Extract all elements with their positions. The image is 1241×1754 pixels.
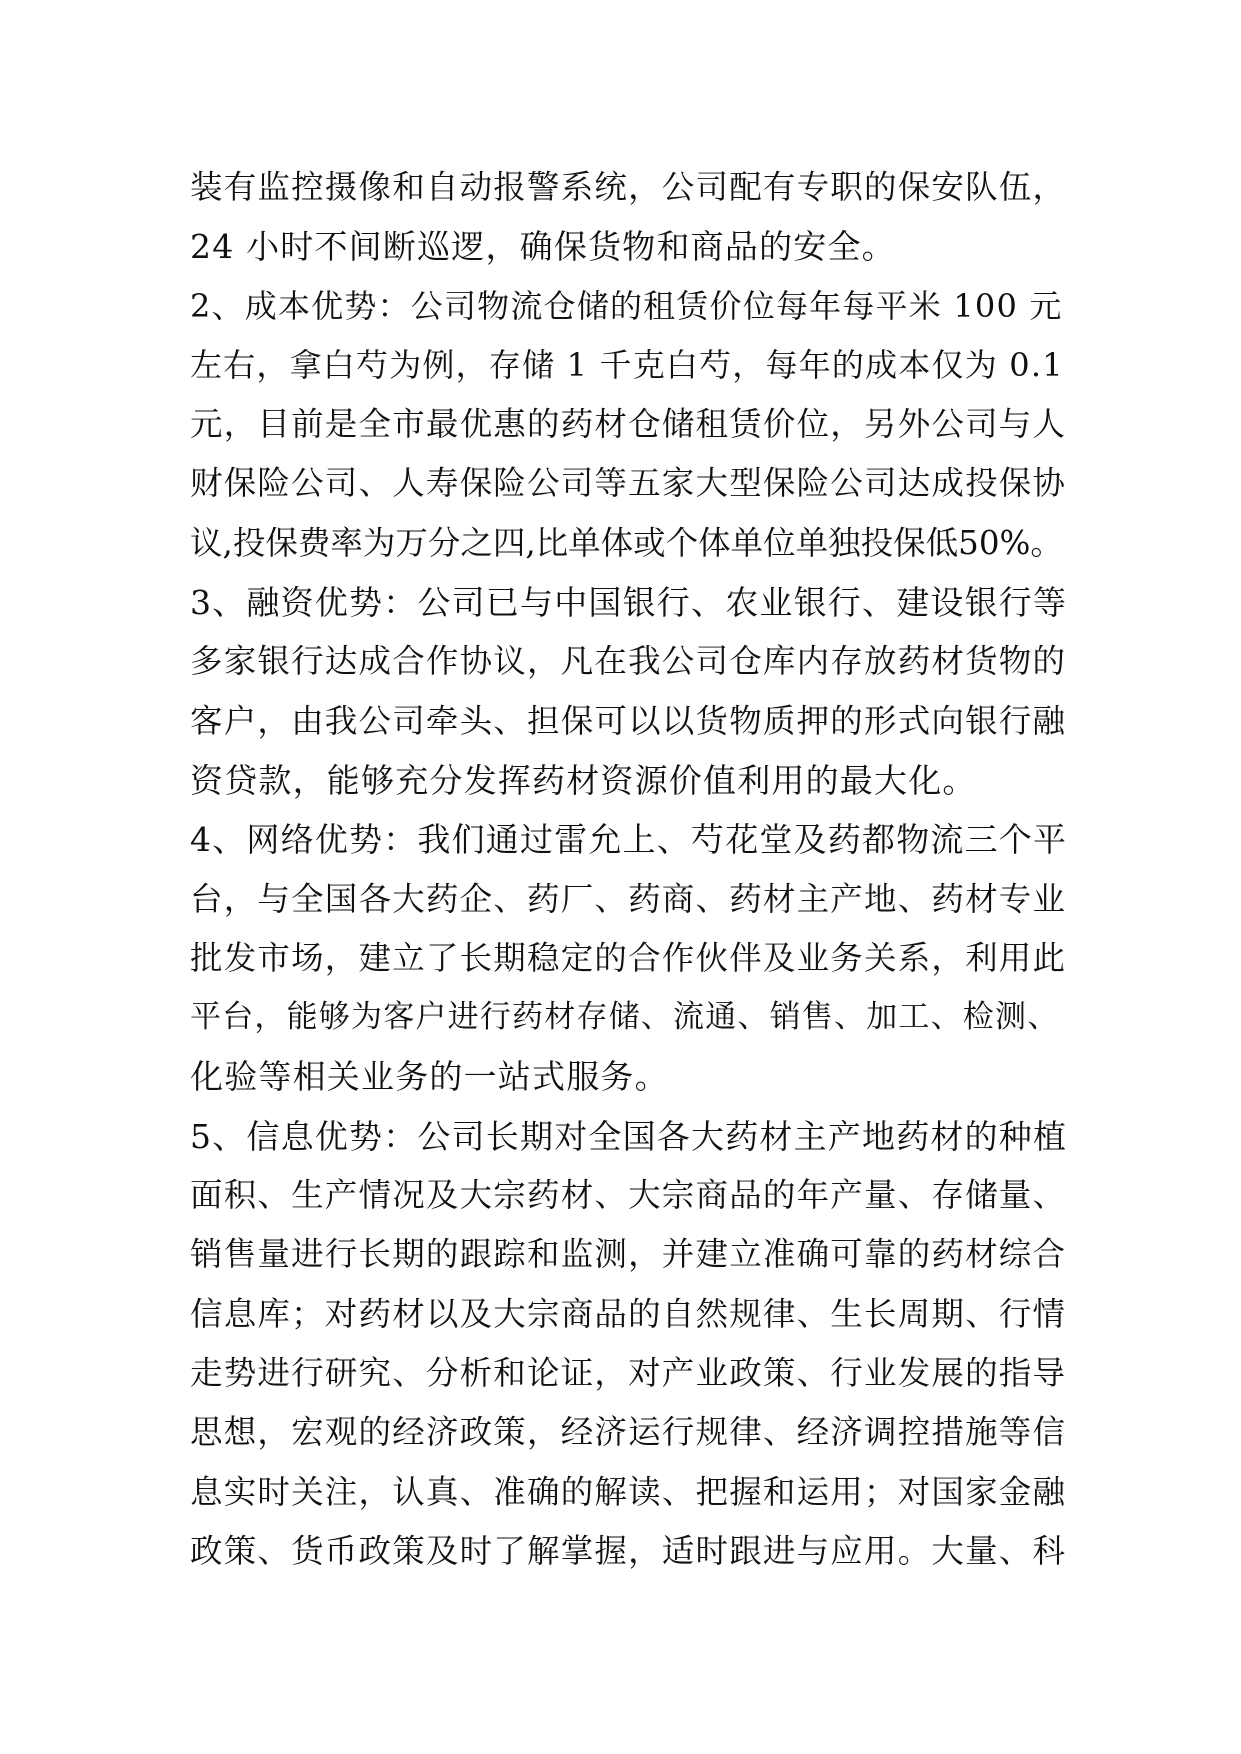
document-body [190, 158, 1070, 1581]
text-line: 面积、生产情况及大宗药材、大宗商品的年产量、存储量、 [190, 1176, 1067, 1215]
text-line: 客户，由我公司牵头、担保可以以货物质押的形式向银行融 [190, 701, 1067, 740]
text-line: 多家银行达成合作协议，凡在我公司仓库内存放药材货物的 [190, 642, 1067, 681]
text-line: 左右，拿白芍为例，存储 1 千克白芍，每年的成本仅为 0.1 [190, 345, 1064, 384]
text-line: 4、网络优势：我们通过雷允上、芍花堂及药都物流三个平 [190, 820, 1068, 860]
text-line: 5、信息优势：公司长期对全国各大药材主产地药材的种植 [190, 1116, 1068, 1156]
text-line: 信息库；对药材以及大宗商品的自然规律、生长周期、行情 [190, 1294, 1067, 1333]
text-line: 资贷款，能够充分发挥药材资源价值利用的最大化。 [190, 760, 977, 800]
text-line: 台，与全国各大药企、药厂、药商、药材主产地、药材专业 [190, 879, 1067, 918]
text-line: 平台，能够为客户进行药材存储、流通、销售、加工、检测、 [190, 999, 1060, 1036]
text-line: 装有监控摄像和自动报警系统，公司配有专职的保安队伍， [190, 168, 1067, 206]
text-line: 思想，宏观的经济政策，经济运行规律、经济调控措施等信 [190, 1413, 1067, 1452]
text-line: 2、成本优势：公司物流仓储的租赁价位每年每平米 100 元 [190, 286, 1063, 325]
text-line: 化验等相关业务的一站式服务。 [190, 1057, 669, 1097]
text-line: 财保险公司、人寿保险公司等五家大型保险公司达成投保协 [190, 464, 1067, 503]
text-line: 批发市场，建立了长期稳定的合作伙伴及业务关系，利用此 [190, 938, 1067, 977]
text-line: 息实时关注，认真、准确的解读、把握和运用；对国家金融 [190, 1472, 1067, 1511]
text-line: 政策、货币政策及时了解掌握，适时跟进与应用。大量、科 [190, 1531, 1067, 1570]
text-line: 24 小时不间断巡逻，确保货物和商品的安全。 [190, 227, 896, 267]
text-line: 3、融资优势：公司已与中国银行、农业银行、建设银行等 [190, 583, 1068, 623]
text-line: 销售量进行长期的跟踪和监测，并建立准确可靠的药材综合 [190, 1235, 1067, 1274]
text-line: 元，目前是全市最优惠的药材仓储租赁价位，另外公司与人 [190, 405, 1067, 444]
text-line: 议,投保费率为万分之四,比单体或个体单位单独投保低50%。 [190, 523, 1063, 562]
text-line: 走势进行研究、分析和论证，对产业政策、行业发展的指导 [190, 1353, 1067, 1392]
